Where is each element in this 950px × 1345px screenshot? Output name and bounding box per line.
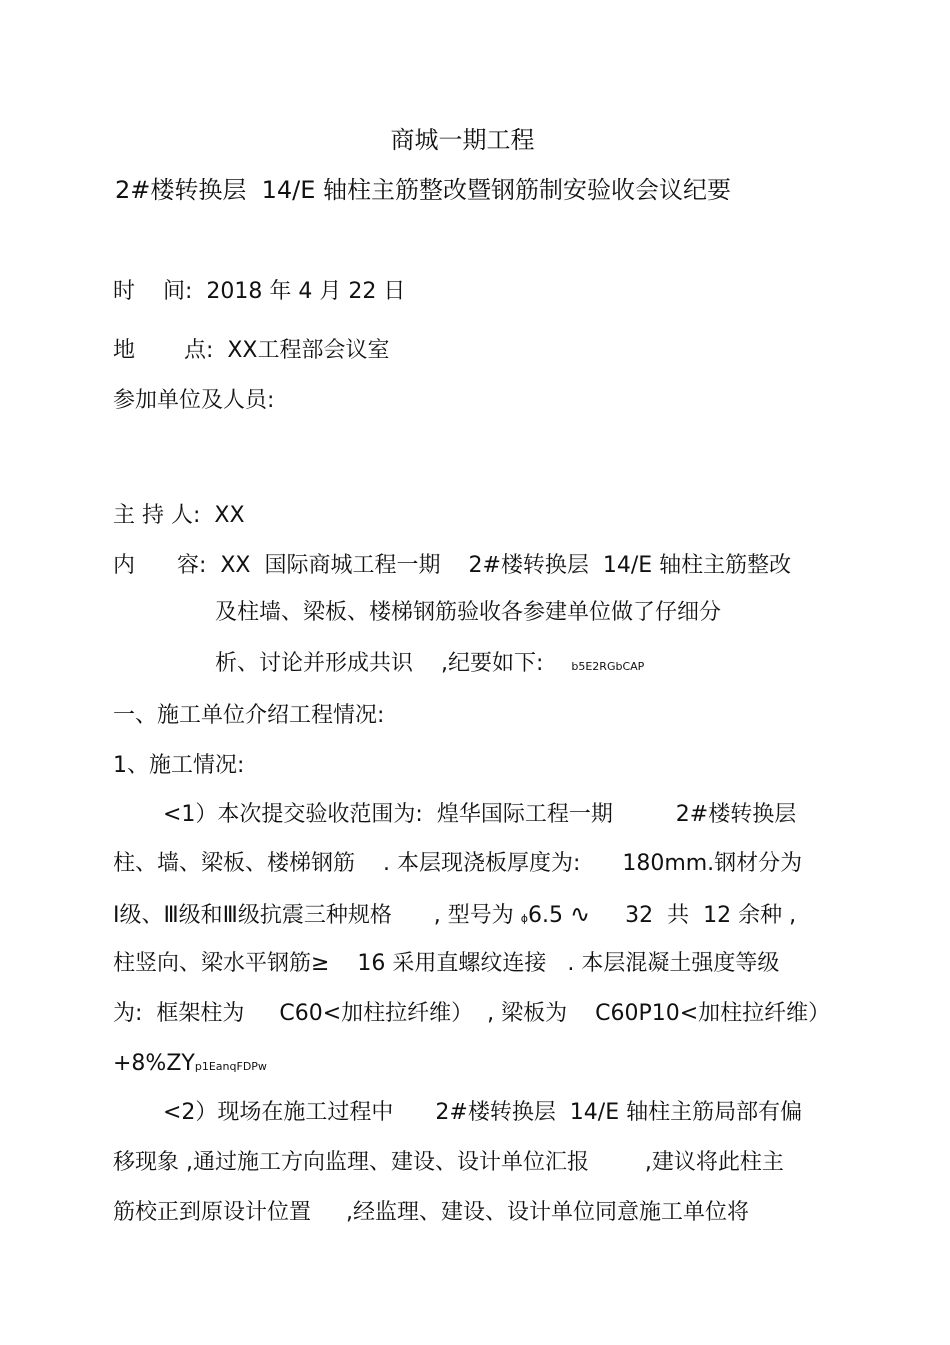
- meeting-host: 主 持 人: XX: [113, 503, 245, 528]
- para1-line-6: [113, 1049, 267, 1082]
- content-line-3-text: 析、讨论并形成共识 ,纪要如下:: [215, 651, 544, 676]
- range-symbol: ∿: [570, 900, 591, 928]
- para1-line-3-text: Ⅰ级、Ⅲ级和Ⅲ级抗震三种规格 , 型号为: [113, 903, 514, 928]
- meeting-place: 地 点: XX工程部会议室: [113, 338, 390, 363]
- bar-size-min: 6.5: [528, 903, 564, 928]
- subsection-heading: 1、施工情况:: [113, 753, 245, 778]
- para2-line-3: 筋校正到原设计位置 ,经监理、建设、设计单位同意施工单位将: [113, 1200, 749, 1225]
- para2-line-1: <2）现场在施工过程中 2#楼转换层 14/E 轴柱主筋局部有偏: [163, 1100, 803, 1125]
- attendees-label: 参加单位及人员:: [113, 388, 275, 413]
- phi-symbol: ɸ: [520, 912, 529, 925]
- content-code: b5E2RGbCAP: [571, 660, 645, 673]
- para1-line-4: 柱竖向、梁水平钢筋≥ 16 采用直螺纹连接 . 本层混凝土强度等级: [113, 951, 780, 976]
- para1-line-3: [113, 899, 796, 934]
- para1-line-5: 为: 框架柱为 C60<加柱拉纤维） , 梁板为 C60P10<加柱拉纤维）: [113, 1001, 831, 1026]
- section-heading: 一、施工单位介绍工程情况:: [113, 703, 385, 728]
- content-line-3: [215, 649, 644, 682]
- para1-line-6-text: +8%ZY: [113, 1051, 195, 1076]
- para1-line-2: 柱、墙、梁板、楼梯钢筋 . 本层现浇板厚度为: 180mm.钢材分为: [113, 851, 803, 876]
- para1-code: p1EanqFDPw: [194, 1060, 267, 1073]
- para1-line-1: <1）本次提交验收范围为: 煌华国际工程一期 2#楼转换层: [163, 802, 797, 827]
- meeting-time: 时 间: 2018 年 4 月 22 日: [113, 279, 406, 304]
- content-line-1: 内 容: XX 国际商城工程一期 2#楼转换层 14/E 轴柱主筋整改: [113, 553, 792, 578]
- content-line-2: 及柱墙、梁板、楼梯钢筋验收各参建单位做了仔细分: [215, 600, 722, 625]
- document-subtitle: 2#楼转换层 14/E 轴柱主筋整改暨钢筋制安验收会议纪要: [115, 176, 732, 204]
- bar-size-max: 32 共 12 余种 ,: [590, 903, 797, 928]
- document-title: 商城一期工程: [390, 126, 535, 154]
- para2-line-2: 移现象 ,通过施工方向监理、建设、设计单位汇报 ,建议将此柱主: [113, 1150, 784, 1175]
